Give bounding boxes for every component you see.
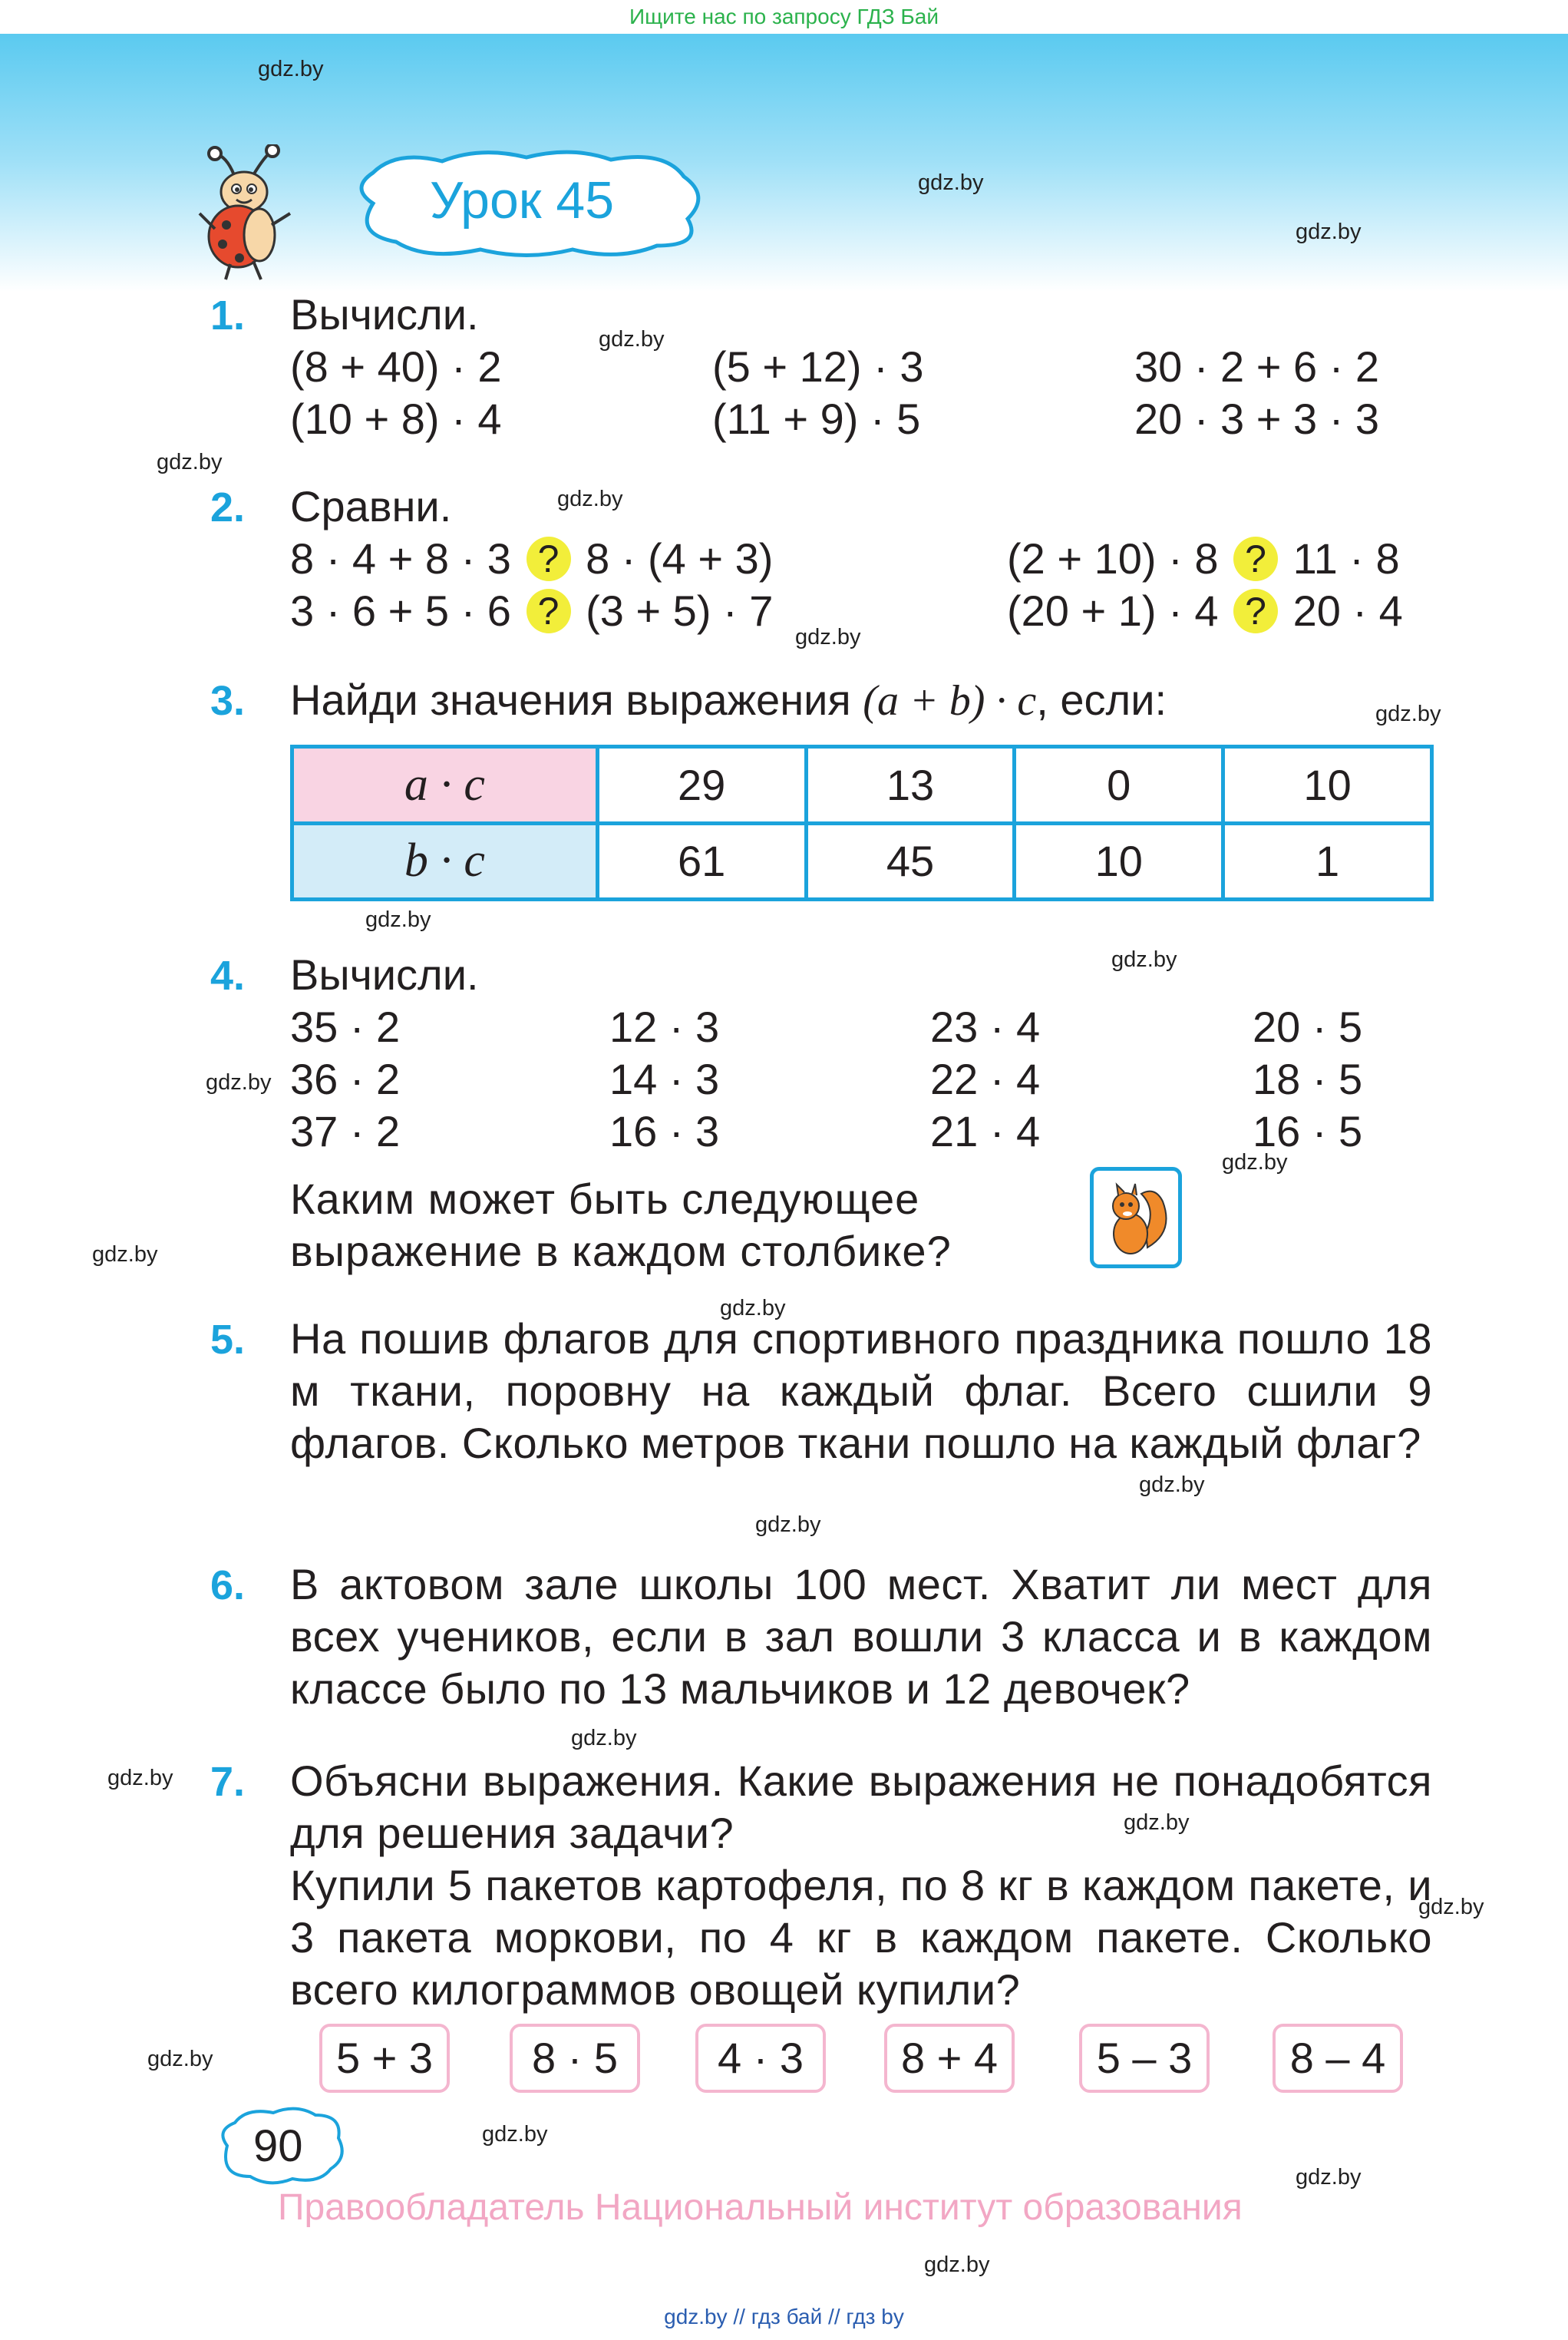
page-number: 90 — [253, 2121, 303, 2171]
task-number: 4. — [210, 953, 246, 999]
watermark: gdz.by — [924, 2252, 990, 2277]
lesson-title: Урок 45 — [430, 171, 615, 230]
expression: 16 · 3 — [609, 1107, 720, 1155]
task-number: 5. — [210, 1317, 246, 1363]
copyright-footer: Правообладатель Национальный институт образования — [278, 2187, 1243, 2228]
watermark: gdz.by — [1296, 220, 1362, 244]
table-cell: 61 — [597, 823, 806, 900]
table-cell: 45 — [806, 823, 1015, 900]
watermark: gdz.by — [720, 1296, 786, 1320]
table-cell: 10 — [1015, 823, 1223, 900]
question-mark-icon[interactable]: ? — [527, 589, 571, 633]
question-mark-icon[interactable]: ? — [1233, 537, 1278, 581]
expression-card[interactable]: 5 + 3 — [319, 2024, 450, 2093]
comparison — [290, 533, 773, 585]
watermark: gdz.by — [157, 450, 223, 474]
watermark: gdz.by — [147, 2047, 213, 2071]
task-title: Вычисли. — [290, 290, 479, 339]
row-header: b · c — [292, 823, 598, 900]
comparison-left: (2 + 10) · 8 — [1007, 534, 1219, 583]
watermark: gdz.by — [755, 1512, 821, 1537]
comparison-left: (20 + 1) · 4 — [1007, 587, 1219, 635]
watermark: gdz.by — [795, 625, 861, 649]
expression: (10 + 8) · 4 — [290, 395, 502, 443]
watermark: gdz.by — [1222, 1150, 1288, 1175]
watermark: gdz.by — [107, 1766, 173, 1790]
expression-card[interactable]: 4 · 3 — [695, 2024, 826, 2093]
expression: (a + b) · c — [863, 677, 1037, 725]
expression: 22 · 4 — [930, 1055, 1041, 1103]
watermark: gdz.by — [1111, 947, 1177, 972]
watermark: gdz.by — [258, 57, 324, 81]
watermark: gdz.by — [206, 1070, 272, 1095]
watermark: gdz.by — [92, 1242, 158, 1267]
watermark: gdz.by — [599, 327, 665, 352]
task-question: выражение в каждом столбике? — [290, 1227, 952, 1275]
expression: 20 · 3 + 3 · 3 — [1134, 395, 1380, 443]
table-cell: 0 — [1015, 747, 1223, 824]
watermark: gdz.by — [1139, 1472, 1205, 1497]
watermark: gdz.by — [571, 1726, 637, 1750]
watermark: gdz.by — [365, 907, 431, 932]
table-cell: 29 — [597, 747, 806, 824]
watermark: gdz.by — [1418, 1895, 1484, 1919]
comparison — [290, 585, 773, 637]
watermark: gdz.by — [918, 170, 984, 195]
task-number: 7. — [210, 1759, 246, 1805]
bottom-links[interactable]: gdz.by // гдз бай // гдз by — [664, 2305, 904, 2328]
task-text: Купили 5 пакетов картофеля, по 8 кг в каждом пакете, и 3 пакета моркови, по 4 кг в каждом пакете. Сколько всего килограммов овощей купили? — [290, 1861, 1432, 2014]
expression: 35 · 2 — [290, 1003, 401, 1051]
comparison — [1007, 585, 1403, 637]
task-text: В актовом зале школы 100 мест. Хватит ли мест для всех учеников, если в зал вошли 3 класса и в каждом классе было по 13 мальчиков и 12 девочек? — [290, 1560, 1432, 1713]
expression: 37 · 2 — [290, 1107, 401, 1155]
task-text: На пошив флагов для спортивного праздника пошло 18 м ткани, поровну на каждый флаг. Всего сшили 9 флагов. Сколько метров ткани пошло на каждый флаг? — [290, 1314, 1432, 1467]
expression: (5 + 12) · 3 — [712, 342, 924, 391]
table-row — [292, 747, 1432, 824]
top-banner[interactable]: Ищите нас по запросу ГДЗ Бай — [0, 0, 1568, 34]
comparison-right: 11 · 8 — [1292, 534, 1400, 583]
question-mark-icon[interactable]: ? — [527, 537, 571, 581]
comparison-right: 20 · 4 — [1292, 587, 1403, 635]
squirrel-hint-icon — [1090, 1167, 1182, 1268]
task-title: Сравни. — [290, 482, 452, 530]
table-cell: 1 — [1223, 823, 1432, 900]
table-row — [292, 823, 1432, 900]
comparison — [1007, 533, 1400, 585]
row-header: a · c — [292, 747, 598, 824]
table-cell: 10 — [1223, 747, 1432, 824]
task-question: Каким может быть следующее — [290, 1175, 920, 1223]
comparison-left: 3 · 6 + 5 · 6 — [290, 587, 511, 635]
expression-card[interactable]: 8 · 5 — [510, 2024, 640, 2093]
expression: (11 + 9) · 5 — [712, 395, 921, 443]
expression-card[interactable]: 5 – 3 — [1079, 2024, 1210, 2093]
expression: 21 · 4 — [930, 1107, 1041, 1155]
expression: 12 · 3 — [609, 1003, 720, 1051]
task-number: 2. — [210, 484, 246, 530]
task-title: Вычисли. — [290, 950, 479, 999]
expression: 14 · 3 — [609, 1055, 720, 1103]
expression: 20 · 5 — [1253, 1003, 1363, 1051]
task-number: 6. — [210, 1562, 246, 1608]
task-title-text: Найди значения выражения — [290, 676, 851, 724]
watermark: gdz.by — [1375, 702, 1441, 726]
expression: 23 · 4 — [930, 1003, 1041, 1051]
watermark: gdz.by — [482, 2122, 548, 2147]
values-table — [290, 745, 1434, 901]
task-number: 1. — [210, 292, 246, 339]
ladybug-illustration — [192, 144, 299, 283]
task-title-suffix: , если: — [1036, 676, 1167, 724]
expression: (8 + 40) · 2 — [290, 342, 502, 391]
watermark: gdz.by — [557, 487, 623, 511]
expression: 30 · 2 + 6 · 2 — [1134, 342, 1380, 391]
expression: 36 · 2 — [290, 1055, 401, 1103]
expression-card[interactable]: 8 – 4 — [1273, 2024, 1403, 2093]
task-number: 3. — [210, 678, 246, 724]
task-title — [290, 674, 1167, 727]
task-text: Объясни выражения. Какие выражения не понадобятся для решения задачи? — [290, 1757, 1432, 1857]
question-mark-icon[interactable]: ? — [1233, 589, 1278, 633]
expression: 16 · 5 — [1253, 1107, 1363, 1155]
watermark: gdz.by — [1296, 2165, 1362, 2190]
comparison-left: 8 · 4 + 8 · 3 — [290, 534, 511, 583]
expression: 18 · 5 — [1253, 1055, 1363, 1103]
comparison-right: 8 · (4 + 3) — [586, 534, 774, 583]
expression-card[interactable]: 8 + 4 — [884, 2024, 1015, 2093]
squirrel-icon — [1094, 1171, 1178, 1264]
comparison-right: (3 + 5) · 7 — [586, 587, 774, 635]
table-cell: 13 — [806, 747, 1015, 824]
watermark: gdz.by — [1124, 1810, 1190, 1835]
